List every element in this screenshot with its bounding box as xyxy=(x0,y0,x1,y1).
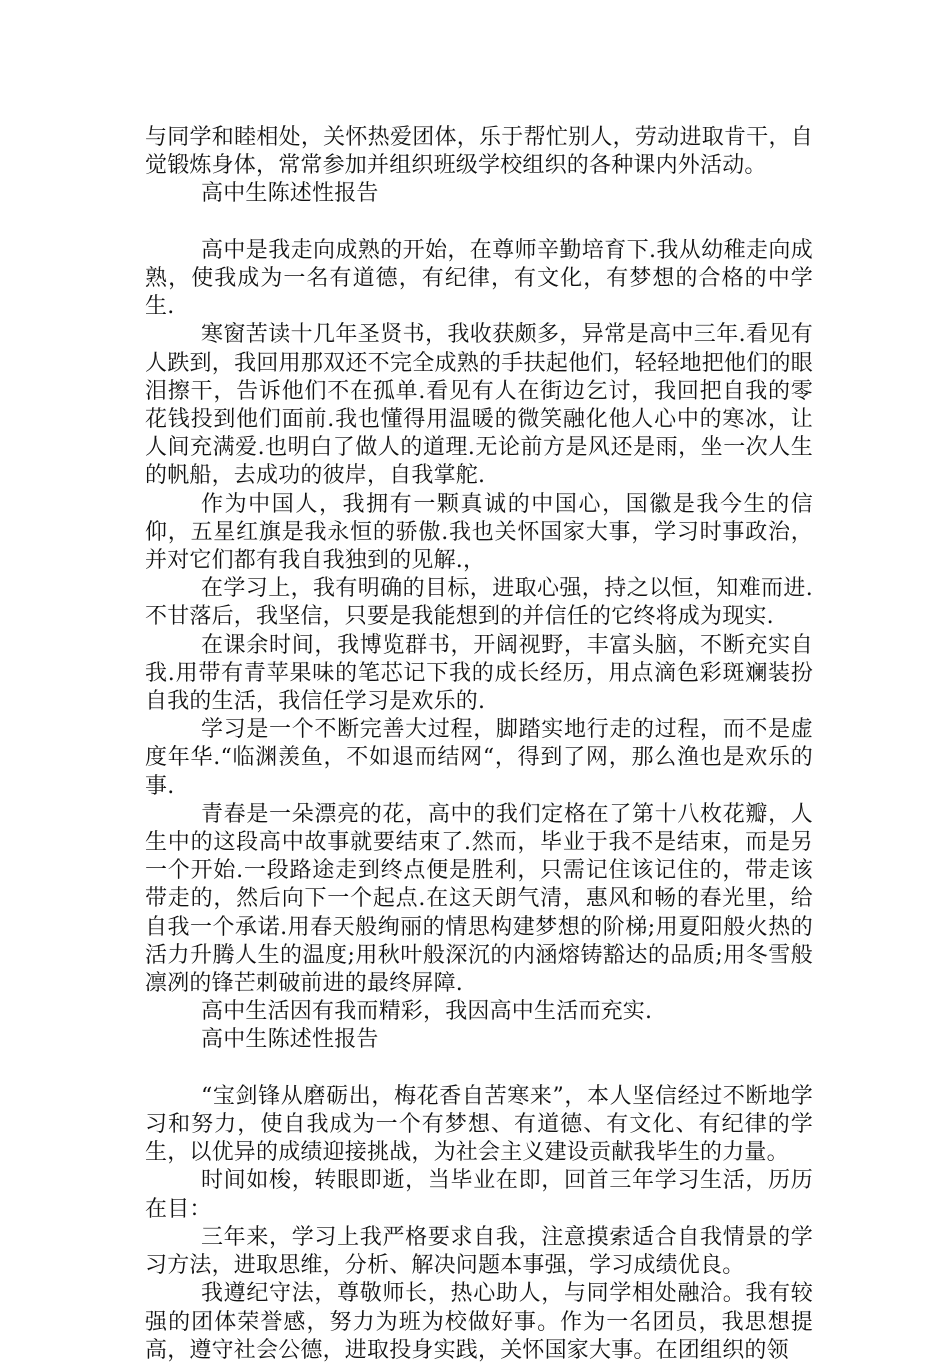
paragraph: 作为中国人，我拥有一颗真诚的中国心，国徽是我今生的信仰，五星红旗是我永恒的骄傲.我也关怀国家大事，学习时事政治，并对它们都有我自我独到的见解.， xyxy=(145,491,813,574)
paragraph: 在学习上，我有明确的目标，进取心强，持之以恒，知难而进.不甘落后，我坚信，只要是我能想到的并信任的它终将成为现实. xyxy=(145,576,813,630)
intro-paragraph: 与同学和睦相处，关怀热爱团体，乐于帮忙别人，劳动进取肯干，自觉锻炼身体，常常参加并组织班级学校组织的各种课内外活动。 xyxy=(145,125,813,179)
blank-line xyxy=(145,1055,813,1083)
blank-line xyxy=(145,209,813,237)
paragraph: 青春是一朵漂亮的花，高中的我们定格在了第十八枚花瓣，人生中的这段高中故事就要结束了.然而，毕业于我不是结束，而是另一个开始.一段路途走到终点便是胜利，只需记住该记住的，带走该带走的，然后向下一个起点.在这天朗气清，惠风和畅的春光里，给自我一个承诺.用春天般绚丽的情思构建梦想的阶梯;用夏阳般火热的活力升腾人生的温度;用秋叶般深沉的内涵熔铸豁达的品质;用冬雪般凛冽的锋芒刺破前进的最终屏障. xyxy=(145,801,813,997)
section-title: 高中生陈述性报告 xyxy=(201,181,379,207)
section-title: 高中生陈述性报告 xyxy=(201,1027,379,1053)
document-page xyxy=(145,124,813,1365)
paragraph: “宝剑锋从磨砺出，梅花香自苦寒来”，本人坚信经过不断地学习和努力，使自我成为一个有梦想、有道德、有文化、有纪律的学生，以优异的成绩迎接挑战，为社会主义建设贡献我毕生的力量。 xyxy=(145,1083,813,1166)
paragraph: 学习是一个不断完善大过程，脚踏实地行走的过程，而不是虚度年华.“临渊羡鱼，不如退而结网“，得到了网，那么渔也是欢乐的事. xyxy=(145,717,813,799)
paragraph: 寒窗苦读十几年圣贤书，我收获颇多，异常是高中三年.看见有人跌到，我回用那双还不完全成熟的手扶起他们，轻轻地把他们的眼泪擦干，告诉他们不在孤单.看见有人在街边乞讨，我回把自我的零花钱投到他们面前.我也懂得用温暖的微笑融化他人心中的寒冰，让人间充满爱.也明白了做人的道理.无论前方是风还是雨，坐一次人生的帆船，去成功的彼岸，自我掌舵. xyxy=(145,322,813,489)
paragraph: 高中生活因有我而精彩，我因高中生活而充实. xyxy=(201,999,653,1025)
paragraph: 我遵纪守法，尊敬师长，热心助人，与同学相处融洽。我有较强的团体荣誉感，努力为班为校做好事。作为一名团员，我思想提高，遵守社会公德，进取投身实践，关怀国家大事。在团组织的领 xyxy=(145,1281,813,1363)
paragraph: 在课余时间，我博览群书，开阔视野，丰富头脑，不断充实自我.用带有青苹果味的笔芯记下我的成长经历，用点滴色彩斑斓装扮自我的生活，我信任学习是欢乐的. xyxy=(145,632,813,715)
paragraph: 三年来，学习上我严格要求自我，注意摸索适合自我情景的学习方法，进取思维，分析、解决问题本事强，学习成绩优良。 xyxy=(145,1224,813,1279)
paragraph: 高中是我走向成熟的开始，在尊师辛勤培育下.我从幼稚走向成熟，使我成为一名有道德，有纪律，有文化，有梦想的合格的中学生. xyxy=(145,237,813,320)
paragraph: 时间如梭，转眼即逝，当毕业在即，回首三年学习生活，历历在目： xyxy=(145,1168,813,1222)
